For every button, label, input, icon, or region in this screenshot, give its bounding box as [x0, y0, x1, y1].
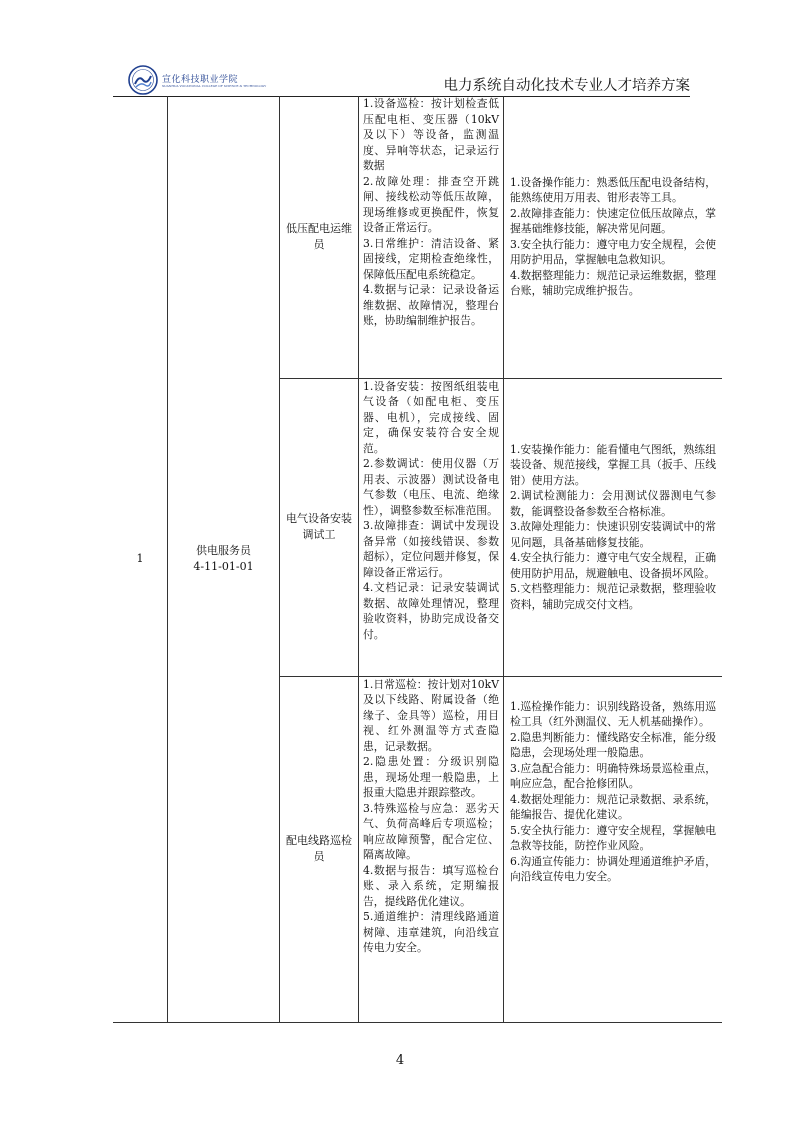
ability-item: 1.设备操作能力：熟悉低压配电设备结构，能熟练使用万用表、钳形表等工具。 — [510, 175, 716, 205]
school-subtitle: XUANHUA VOCATIONAL COLLEGE OF SCIENCE & TECHNOLOGY — [162, 84, 267, 88]
ability-item: 5.安全执行能力：遵守安全规程，掌握触电急救等技能，防控作业风险。 — [510, 823, 716, 852]
ability-item: 1.巡检操作能力：识别线路设备，熟练用巡检工具（红外测温仪、无人机基础操作）。 — [510, 699, 716, 728]
task-item: 4.文档记录：记录安装调试数据、故障处理情况，整理验收资料，协助完成设备交付。 — [363, 581, 499, 641]
job-name: 供电服务员 — [196, 543, 251, 557]
college-logo-icon — [128, 65, 158, 95]
page-number: 4 — [395, 1053, 405, 1068]
ability-cell — [504, 676, 723, 1022]
task-item: 3.日常维护：清洁设备、紧固接线，定期检查绝缘性，保障低压配电系统稳定。 — [363, 236, 499, 281]
task-item: 1.日常巡检：按计划对10kV 及以下线路、附属设备（绝缘子、金具等）巡检，用目视、红外测温等方式查隐患，记录数据。 — [363, 677, 499, 753]
job-post-table — [113, 96, 722, 1023]
school-name: 宣化科技职业学院 — [162, 75, 239, 85]
page-header — [113, 60, 690, 98]
post-name: 电气设备安装调试工 — [280, 378, 359, 676]
task-item: 1.设备巡检：按计划检查低压配电柜、变压器（10kV 及以下）等设备，监测温度、异响等状态，记录运行数据 — [363, 97, 499, 172]
job-code: 4-11-01-01 — [193, 559, 254, 573]
task-item: 2.隐患处置：分级识别隐患，现场处理一般隐患，上报重大隐患并跟踪整改。 — [363, 755, 499, 799]
task-item: 1.设备安装：按图纸组装电气设备（如配电柜、变压器、电机），完成接线、固定，确保安装符合安全规范。 — [363, 379, 499, 455]
job-cell — [168, 96, 280, 1022]
task-cell — [359, 378, 504, 676]
ability-item: 6.沟通宣传能力：协调处理通道维护矛盾，向沿线宣传电力安全。 — [510, 854, 716, 883]
ability-item: 1.安装操作能力：能看懂电气图纸，熟练组装设备、规范接线，掌握工具（扳手、压线钳）使用方法。 — [510, 442, 716, 487]
ability-cell — [504, 378, 723, 676]
ability-cell — [504, 96, 723, 378]
task-item: 4.数据与记录：记录设备运维数据、故障情况，整理台账，协助编制维护报告。 — [363, 283, 499, 327]
task-item: 5.通道维护：清理线路通道树障、违章建筑，向沿线宣传电力安全。 — [363, 910, 499, 954]
ability-item: 4.数据处理能力：规范记录数据、录系统，能编报告、提优化建议。 — [510, 792, 716, 821]
ability-item: 5.文档整理能力：规范记录数据，整理验收资料，辅助完成交付文档。 — [510, 582, 716, 611]
ability-item: 3.安全执行能力：遵守电力安全规程，会使用防护用品，掌握触电急救知识。 — [510, 237, 716, 267]
post-name: 配电线路巡检员 — [280, 676, 359, 1022]
ability-item: 4.数据整理能力：规范记录运维数据，整理台账，辅助完成维护报告。 — [510, 268, 716, 298]
ability-item: 4.安全执行能力：遵守电气安全规程，正确使用防护用品，规避触电、设备损坏风险。 — [510, 551, 716, 580]
task-item: 3.故障排查：调试中发现设备异常（如接线错误、参数超标），定位问题并修复，保障设备正常运行。 — [363, 519, 499, 579]
document-title: 电力系统自动化技术专业人才培养方案 — [443, 78, 690, 94]
task-cell — [359, 96, 504, 378]
ability-item: 3.故障处理能力：快速识别安装调试中的常见问题，具备基础修复技能。 — [510, 520, 716, 549]
ability-item: 2.调试检测能力：会用测试仪器测电气参数，能调整设备参数至合格标准。 — [510, 489, 716, 518]
task-item: 3.特殊巡检与应急：恶劣天气、负荷高峰后专项巡检；响应故障预警，配合定位、隔离故障。 — [363, 801, 499, 861]
task-item: 4.数据与报告：填写巡检台账、录入系统，定期编报告，提线路优化建议。 — [363, 863, 499, 908]
ability-item: 2.隐患判断能力：懂线路安全标准，能分级隐患，会现场处理一般隐患。 — [510, 730, 716, 759]
task-item: 2.参数调试：使用仪器（万用表、示波器）测试设备电气参数（电压、电流、绝缘性），调整参数至标准范围。 — [363, 457, 499, 517]
ability-item: 3.应急配合能力：明确特殊场景巡检重点，响应应急，配合抢修团队。 — [510, 761, 716, 790]
row-number: 1 — [113, 96, 168, 1022]
table-row — [113, 96, 722, 378]
task-cell — [359, 676, 504, 1022]
task-item: 2.故障处理：排查空开跳闸、接线松动等低压故障，现场维修或更换配件，恢复设备正常运行。 — [363, 174, 499, 234]
ability-item: 2.故障排查能力：快速定位低压故障点，掌握基础维修技能，解决常见问题。 — [510, 206, 716, 236]
post-name: 低压配电运维员 — [280, 96, 359, 378]
